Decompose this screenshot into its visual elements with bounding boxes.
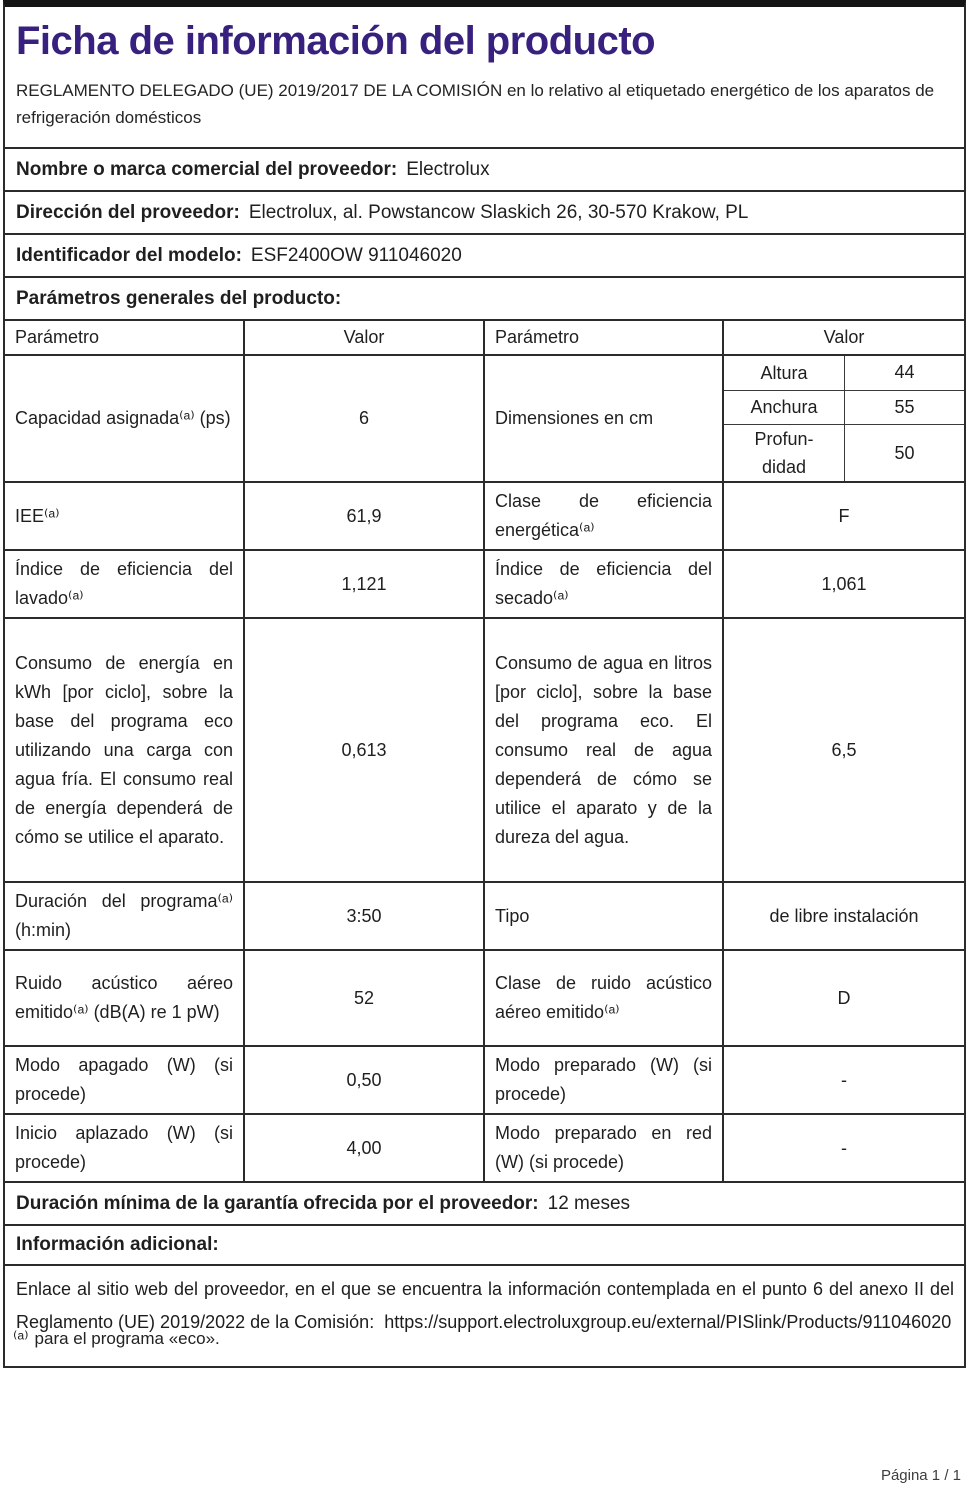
model-identifier-value: ESF2400OW 911046020	[250, 244, 462, 266]
general-parameters-label: Parámetros generales del producto:	[16, 287, 342, 309]
footnote-marker: ⁽ᵃ⁾	[13, 1328, 29, 1348]
param-networked-standby: Modo preparado en red (W) (si procede)	[483, 1115, 722, 1181]
value-noise: 52	[243, 951, 483, 1045]
table-row-capacity	[5, 354, 964, 481]
param-delayed-start: Inicio aplazado (W) (si procede)	[15, 1123, 233, 1172]
dimensions-subtable	[722, 356, 964, 481]
param-energy-consumption: Consumo de energía en kWh [por ciclo], sobre la base del programa eco utilizando una carga con agua fría. El consumo real de energía dependerá de cómo se utilice el aparato.	[15, 652, 233, 847]
table-row-efficiency-index	[5, 549, 964, 617]
dimension-height-value: 44	[844, 356, 964, 390]
additional-info-row	[5, 1224, 964, 1264]
title-section	[5, 7, 964, 147]
value-delayed-start: 4,00	[243, 1115, 483, 1181]
warranty-label: Duración mínima de la garantía ofrecida por el proveedor:	[16, 1192, 539, 1214]
page-title: Ficha de información del producto	[16, 19, 656, 63]
header-valor-2: Valor	[722, 321, 964, 354]
header-parametro-1: Parámetro	[15, 327, 100, 347]
header-valor-1: Valor	[243, 321, 483, 354]
additional-info-label: Información adicional:	[16, 1234, 219, 1255]
param-drying-index: Índice de eficiencia del secado⁽ᵃ⁾	[483, 551, 722, 617]
supplier-address-label: Dirección del proveedor:	[16, 201, 240, 223]
supplier-name-value: Electrolux	[406, 158, 490, 180]
param-dimensions: Dimensiones en cm	[483, 356, 722, 481]
value-networked-standby: -	[722, 1115, 964, 1181]
supplier-website-text: Enlace al sitio web del proveedor, en el que se encuentra la información contemplada en el punto 6 del anexo II del Reglamento (UE) 2019/2022 de la Comisión: https://support.electroluxgroup.eu/external/PISlink/Products/911046020	[16, 1279, 960, 1332]
table-row-program-duration	[5, 881, 964, 949]
dimension-width-label: Anchura	[750, 397, 818, 418]
warranty-value: 12 meses	[547, 1192, 631, 1214]
page-number: Página 1 / 1	[880, 1467, 961, 1484]
model-identifier-row	[5, 233, 964, 276]
param-noise: Ruido acústico aéreo emitido⁽ᵃ⁾ (dB(A) re 1 pW)	[15, 973, 233, 1022]
params-header-row	[5, 319, 964, 354]
value-program-duration: 3:50	[243, 883, 483, 949]
table-row-consumption	[5, 617, 964, 881]
value-drying-index: 1,061	[722, 551, 964, 617]
general-parameters-row	[5, 276, 964, 319]
header-parametro-2: Parámetro	[483, 321, 722, 354]
value-water-consumption: 6,5	[722, 619, 964, 881]
value-iee: 61,9	[243, 483, 483, 549]
value-off-mode: 0,50	[243, 1047, 483, 1113]
table-row-iee	[5, 481, 964, 549]
dimension-row-height	[724, 356, 964, 390]
model-identifier-label: Identificador del modelo:	[16, 244, 242, 266]
warranty-row	[5, 1181, 964, 1224]
dimension-row-width	[724, 390, 964, 425]
param-off-mode: Modo apagado (W) (si procede)	[15, 1055, 233, 1104]
value-standby-mode: -	[722, 1047, 964, 1113]
param-standby-mode: Modo preparado (W) (si procede)	[483, 1047, 722, 1113]
param-water-consumption: Consumo de agua en litros [por ciclo], sobre la base del programa eco. El consumo real de agua dependerá de cómo se utilice el aparato y de la dureza del agua.	[483, 619, 722, 881]
dimension-height-label: Altura	[760, 362, 808, 383]
supplier-name-row	[5, 147, 964, 190]
footnote-text: para el programa «eco».	[34, 1329, 220, 1348]
value-washing-index: 1,121	[243, 551, 483, 617]
param-type: Tipo	[483, 883, 722, 949]
document-table	[3, 0, 966, 1368]
supplier-address-value: Electrolux, al. Powstancow Slaskich 26, 30-570 Krakow, PL	[248, 201, 749, 223]
value-noise-class: D	[722, 951, 964, 1045]
param-iee: IEE⁽ᵃ⁾	[15, 505, 60, 526]
param-noise-class: Clase de ruido acústico aéreo emitido⁽ᵃ⁾	[483, 951, 722, 1045]
supplier-link-row	[5, 1264, 964, 1366]
eco-footnote	[13, 1328, 220, 1349]
supplier-address-row	[5, 190, 964, 233]
param-program-duration: Duración del programa⁽ᵃ⁾ (h:min)	[15, 891, 233, 940]
table-row-delayed-start	[5, 1113, 964, 1181]
param-capacity: Capacidad asignada⁽ᵃ⁾ (ps)	[15, 408, 231, 428]
dimension-depth-value: 50	[844, 425, 964, 481]
value-energy-consumption: 0,613	[243, 619, 483, 881]
regulation-subtitle: REGLAMENTO DELEGADO (UE) 2019/2017 DE LA COMISIÓN en lo relativo al etiquetado energético de los aparatos de refrigeración domésticos	[16, 81, 935, 127]
param-washing-index: Índice de eficiencia del lavado⁽ᵃ⁾	[15, 559, 233, 608]
dimension-row-depth	[724, 424, 964, 481]
dimension-width-value: 55	[844, 391, 964, 425]
value-type: de libre instalación	[722, 883, 964, 949]
supplier-name-label: Nombre o marca comercial del proveedor:	[16, 158, 398, 180]
dimension-depth-label: Profundidad	[754, 429, 814, 477]
table-row-noise	[5, 949, 964, 1045]
value-capacity: 6	[243, 356, 483, 481]
param-energy-class: Clase de eficiencia energética⁽ᵃ⁾	[483, 483, 722, 549]
table-row-off-mode	[5, 1045, 964, 1113]
value-energy-class: F	[722, 483, 964, 549]
